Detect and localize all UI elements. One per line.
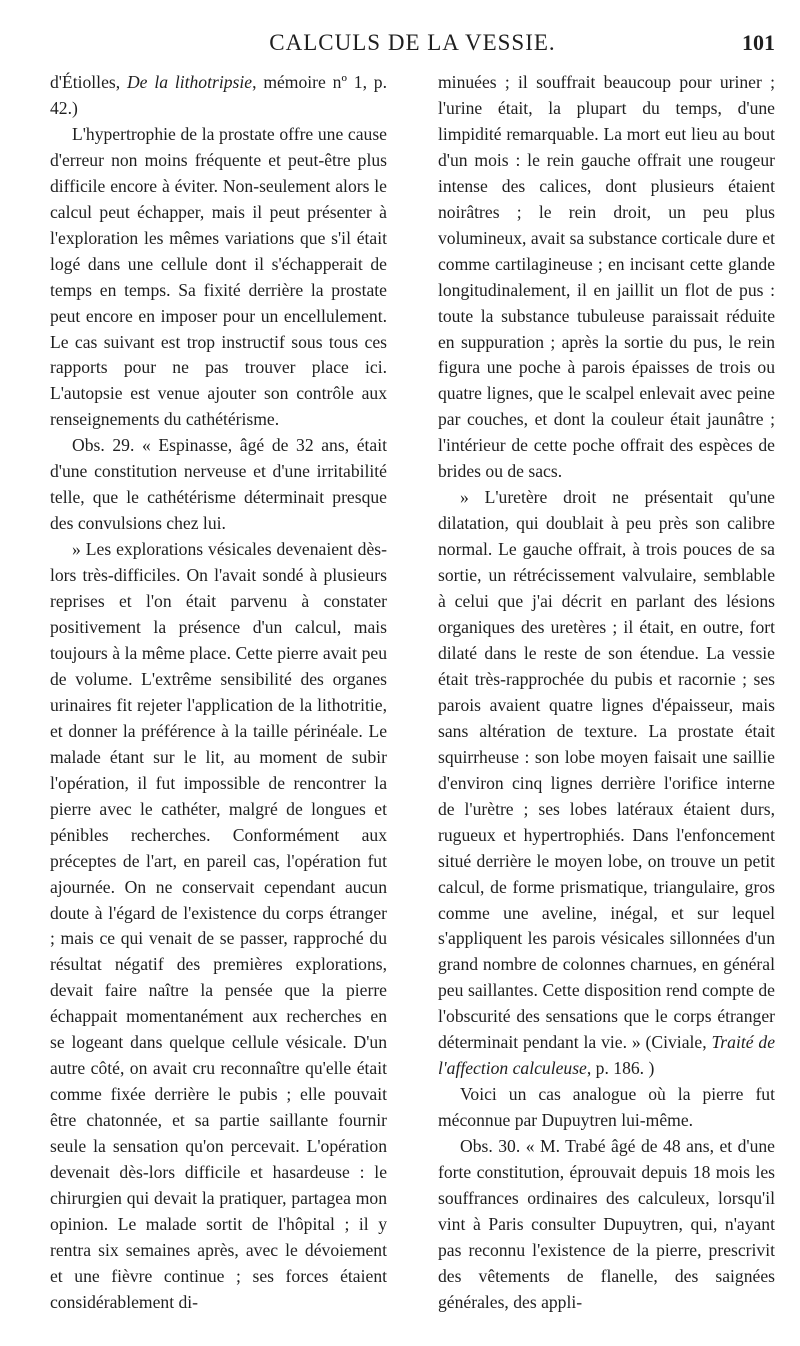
paragraph-analogous-case: Voici un cas analogue où la pierre fut méconnue par Dupuytren lui-même. <box>438 1084 775 1131</box>
paragraph-prostate: L'hypertrophie de la prostate offre une cause d'erreur non moins fréquente et peut-être plus difficile encore à éviter. Non-seulement alors le calcul peut échapper, mais il peut présenter à l'exploration les mêmes variations que s'il était logé dans une cellule dont il s'échapperait de temps en temps. Sa fixité derrière la prostate peut encore en imposer pour un encellulement. Le cas suivant est trop instructif sous tous ces rapports pour ne pas trouver place ici. L'autopsie est venue ajouter son contrôle aux renseignements du cathétérisme. <box>50 123 387 430</box>
paragraph-obs-30: Obs. 30. « M. Trabé âgé de 48 ans, et d'une forte constitution, éprouvait depuis 18 mois les souffrances ordinaires des calculeux, lorsqu'il vint à Paris consulter Dupuytren, qui, n'ayant pas reconnu l'existence de la pierre, prescrivit des vêtements de flanelle, des saignées générales, des appli- <box>438 1136 775 1312</box>
paragraph-continuation: minuées ; il souffrait beaucoup pour uriner ; l'urine était, la plupart du temps, d'une limpidité remarquable. La mort eut lieu au bout d'un mois : le rein gauche offrait une rougeur intense des calices, dont plusieurs étaient noirâtres ; le rein droit, un peu plus volumineux, avait sa substance corticale dure et comme cartilagineuse ; en incisant cette glande longitudinalement, il en jaillit un flot de pus : toute la substance tubuleuse paraissait réduite en suppuration ; après la sortie du pus, le rein figura une poche à parois épaisses de trois ou quatre lignes, que le scalpel enlevait avec peine par couches, et dont la couleur était jaunâtre ; l'intérieur de cette poche offrait des espèces de brides ou de sacs. <box>438 72 775 482</box>
right-column <box>438 70 775 1316</box>
page-header <box>50 30 775 66</box>
left-column <box>50 70 387 1316</box>
uretere-text: » L'uretère droit ne présentait qu'une dilatation, qui doublait à peu près son calibre normal. Le gauche offrait, à trois pouces de sa sortie, un rétrécissement valvulaire, semblable à celui que j'ai décrit en parlant des lésions organiques des uretères ; il était, en outre, fort dilaté dans le reste de son étendue. La vessie était très-rapprochée du pubis et racornie ; ses parois avaient quatre lignes d'épaisseur, mais sans altération de texture. La prostate était squirrheuse : son lobe moyen faisait une saillie d'environ cinq lignes derrière l'orifice interne de l'urètre ; ses lobes latéraux étaient durs, rugueux et hypertrophiés. Dans l'enfoncement situé derrière le moyen lobe, on trouve un petit calcul, de forme prismatique, triangulaire, gros comme une aveline, inégal, et sur lequel s'appliquent les parois vésicales sillonnées d'un grand nombre de colonnes charnues, en général peu saillantes. Cette disposition rend compte de l'obscurité des sensations que le corps étranger déterminait pendant la vie. » (Civiale, <box>438 487 775 1053</box>
civiale-page: , p. 186. ) <box>586 1058 655 1079</box>
paragraph-obs-29: Obs. 29. « Espinasse, âgé de 32 ans, était d'une constitution nerveuse et d'une irritabilité telle, que le cathétérisme déterminait presque des convulsions chez lui. <box>50 435 387 534</box>
running-title: CALCULS DE LA VESSIE. <box>269 30 556 55</box>
paragraph-explorations: » Les explorations vésicales devenaient dès-lors très-difficiles. On l'avait sondé à plusieurs reprises et l'on était parvenu à constater positivement la présence d'un calcul, mais toujours à la même place. Cette pierre avait peu de volume. L'extrême sensibilité des organes urinaires fit rejeter l'application de la lithotritie, et donner la préférence à la taille périnéale. Le malade étant sur le lit, au moment de subir l'opération, il fut impossible de rencontrer la pierre avec le cathéter, malgré de longues et pénibles recherches. Conformément aux préceptes de l'art, en pareil cas, l'opération fut ajournée. On ne conservait cependant aucun doute à l'égard de l'existence du corps étranger ; mais ce qui venait de se passer, rapproché du résultat négatif des premières explorations, devait faire naître la pensée que la pierre échappait momentanément aux recherches en se logeant dans quelque cellule vésicale. D'un autre côté, on avait cru reconnaître qu'elle était comme fixée derrière le pubis ; elle pouvait être chatonnée, et sa partie saillante fournir seule la sensation qu'on percevait. L'opération devenait dès-lors difficile et hasardeuse : le chirurgien qui devait la pratiquer, partagea mon opinion. Le malade sortit de l'hôpital ; il y rentra six semaines après, avec le dévoiement et une fièvre continue ; ses forces étaient considérablement di- <box>50 539 387 1312</box>
paragraph-uretere <box>438 485 775 1082</box>
citation-text: d'Étiolles, <box>50 72 127 92</box>
citation-end: , mémoire nº 1, p. 42.) <box>50 72 388 118</box>
citation-title: De la lithotripsie <box>126 72 253 92</box>
paragraph-citation <box>50 70 387 122</box>
page-number: 101 <box>742 30 775 55</box>
civiale-title: Traité de l'affection calculeuse <box>438 1032 775 1079</box>
